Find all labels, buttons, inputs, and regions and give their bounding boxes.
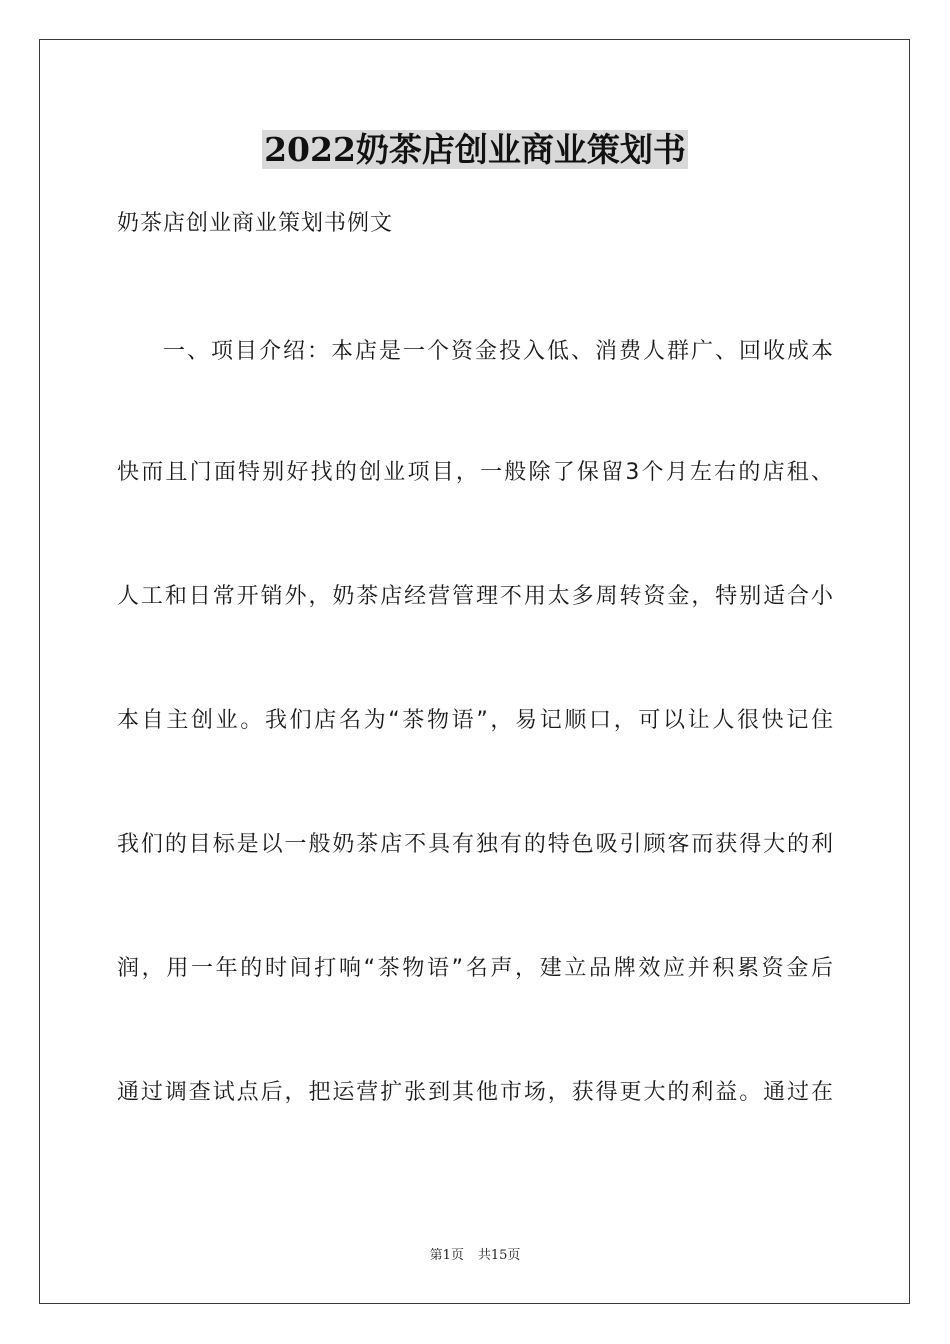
document-title [0,124,950,176]
body-line-6: 润，用一年的时间打响“茶物语”名声，建立品牌效应并积累资金后 [117,956,833,981]
body-line-4: 本自主创业。我们店名为“茶物语”，易记顺口，可以让人很快记住 [117,708,833,733]
body-line-5: 我们的目标是以一般奶茶店不具有独有的特色吸引顾客而获得大的利 [117,832,833,857]
page-footer [0,1246,950,1266]
document-title-text: 2022奶茶店创业商业策划书 [264,130,686,169]
document-subtitle: 奶茶店创业商业策划书例文 [117,211,394,236]
page-number-current: 第1页 [429,1248,464,1263]
body-line-3: 人工和日常开销外，奶茶店经营管理不用太多周转资金，特别适合小 [117,584,833,609]
body-line-1: 一、项目介绍：本店是一个资金投入低、消费人群广、回收成本 [163,339,833,364]
page-number-total: 共15页 [477,1248,521,1263]
body-line-2: 快而且门面特别好找的创业项目，一般除了保留3个月左右的店租、 [117,460,833,485]
body-line-7: 通过调查试点后，把运营扩张到其他市场，获得更大的利益。通过在 [117,1080,833,1105]
